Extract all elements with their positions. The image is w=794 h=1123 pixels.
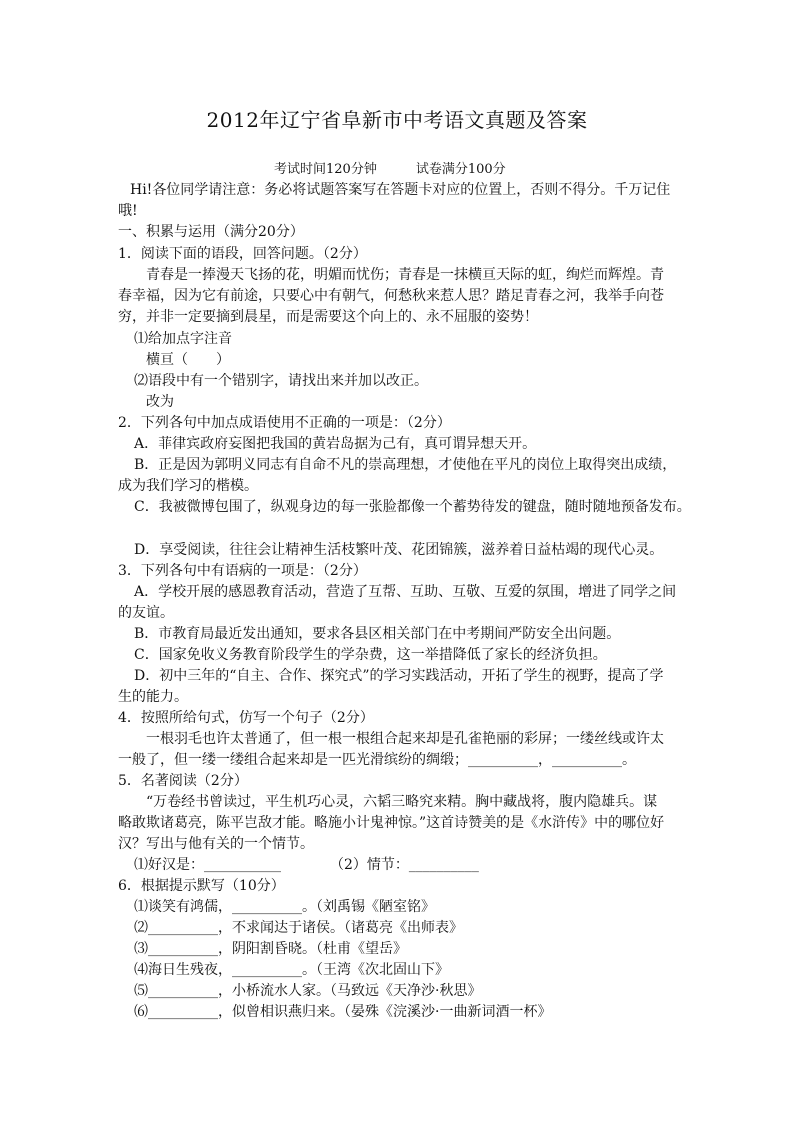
- q1-subquestion-1: ⑴给加点字注音: [134, 331, 232, 347]
- q6-item-6: ⑹__________，似曾相识燕归来。（晏殊《浣溪沙·一曲新词酒一杯》: [134, 1004, 552, 1020]
- question-2: 2．下列各句中加点成语使用不正确的一项是：（2分）: [118, 415, 451, 431]
- section-heading: 一、积累与运用（满分20分）: [118, 224, 304, 240]
- q3-option-b: B．市教育局最近发出通知，要求各县区相关部门在中考期间严防安全出问题。: [134, 626, 621, 642]
- q1-paragraph-line-2: 春幸福，因为它有前途，只要心中有朝气，何愁秋来惹人思？踏足青春之河，我举手向苍: [118, 288, 664, 304]
- q5-answer-plot: （2）情节：__________: [330, 857, 479, 873]
- q6-item-1: ⑴谈笑有鸿儒，__________。（刘禹锡《陋室铭》: [134, 899, 435, 915]
- q3-option-c: C．国家免收义务教育阶段学生的学杂费，这一举措降低了家长的经济负担。: [134, 647, 607, 663]
- q6-item-3: ⑶__________，阴阳割昏晓。（杜甫《望岳》: [134, 941, 407, 957]
- question-6: 6．根据提示默写（10分）: [118, 878, 285, 894]
- question-4: 4．按照所给句式，仿写一个句子（2分）: [118, 710, 374, 726]
- exam-info: 考试时间120分钟 试卷满分100分: [274, 162, 506, 177]
- q5-answer-hero: ⑴好汉是：___________: [134, 857, 281, 873]
- q1-subquestion-2: ⑵语段中有一个错别字，请找出来并加以改正。: [134, 373, 428, 389]
- q2-option-d: D．享受阅读，往往会让精神生活枝繁叶茂、花团锦簇，滋养着日益枯竭的现代心灵。: [134, 542, 664, 558]
- q1-subquestion-2-answer: 改为: [146, 394, 174, 410]
- q1-paragraph-line-3: 穷，并非一定要摘到晨星，而是需要这个向上的、永不屈服的姿势！: [118, 309, 538, 325]
- notice-line-2: 哦!: [118, 203, 138, 219]
- q3-option-a-line-1: A．学校开展的感恩教育活动，营造了互帮、互助、互敬、互爱的氛围，增进了同学之间: [134, 584, 677, 600]
- question-1: 1．阅读下面的语段，回答问题。（2分）: [118, 246, 367, 262]
- notice-line-1: Hi!各位同学请注意：务必将试题答案写在答题卡对应的位置上，否则不得分。千万记住: [130, 182, 671, 198]
- q2-option-b-line-1: B．正是因为郭明义同志有自命不凡的崇高理想，才使他在平凡的岗位上取得突出成绩，: [134, 457, 677, 473]
- q6-item-2: ⑵__________，不求闻达于诸侯。（诸葛亮《出师表》: [134, 920, 463, 936]
- q2-option-a: A．菲律宾政府妄图把我国的黄岩岛据为己有，真可谓异想天开。: [134, 436, 537, 452]
- question-3: 3．下列各句中有语病的一项是：（2分）: [118, 563, 367, 579]
- q3-option-a-line-2: 的友谊。: [118, 605, 174, 621]
- q3-option-d-line-1: D．初中三年的“自主、合作、探究式”的学习实践活动，开拓了学生的视野，提高了学: [134, 668, 664, 684]
- question-5: 5．名著阅读（2分）: [118, 773, 248, 789]
- q6-item-4: ⑷海日生残夜，__________。（王湾《次北固山下》: [134, 962, 449, 978]
- q5-paragraph-line-1: “万卷经书曾读过，平生机巧心灵，六韬三略究来精。胸中藏战将，腹内隐雄兵。谋: [146, 794, 658, 810]
- page-title: 2012年辽宁省阜新市中考语文真题及答案: [206, 108, 588, 132]
- q3-option-d-line-2: 生的能力。: [118, 689, 188, 705]
- q4-paragraph-line-1: 一根羽毛也许太普通了，但一根一根组合起来却是孔雀艳丽的彩屏；一缕丝线或许太: [146, 731, 664, 747]
- q2-option-c: C．我被微博包围了，纵观身边的每一张脸都像一个蓄势待发的键盘，随时随地预备发布。: [134, 499, 691, 515]
- q5-paragraph-line-2: 略敢欺诸葛亮，陈平岂敌才能。略施小计鬼神惊。”这首诗赞美的是《水浒传》中的哪位好: [118, 815, 665, 831]
- q1-subquestion-1-answer: 横亘（ ）: [146, 352, 230, 368]
- q4-paragraph-line-2: 一般了，但一缕一缕组合起来却是一匹光滑缤纷的绸缎；__________，__________。: [118, 752, 636, 768]
- q5-paragraph-line-3: 汉？写出与他有关的一个情节。: [118, 836, 314, 852]
- q2-option-b-line-2: 成为我们学习的楷模。: [118, 478, 258, 494]
- q6-item-5: ⑸__________，小桥流水人家。（马致远《天净沙·秋思》: [134, 983, 482, 999]
- q1-paragraph-line-1: 青春是一捧漫天飞扬的花，明媚而忧伤；青春是一抹横亘天际的虹，绚烂而辉煌。青: [146, 267, 664, 283]
